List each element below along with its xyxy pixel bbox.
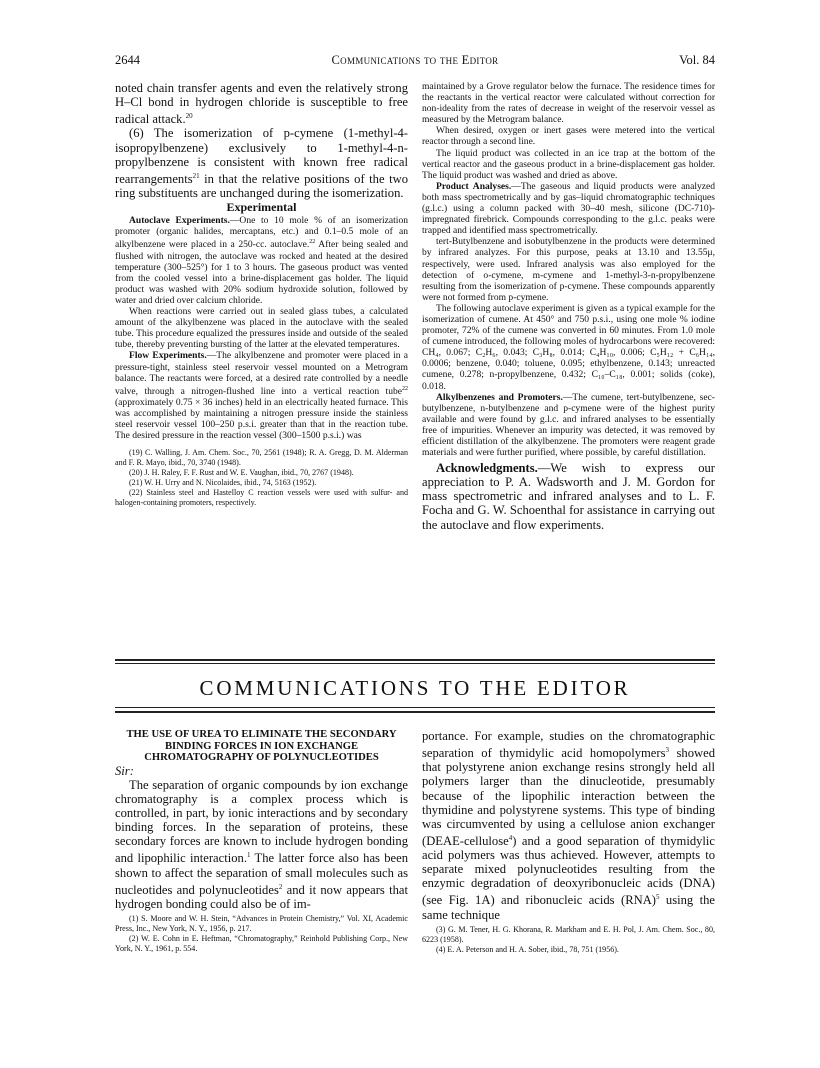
numbered-point-6: (6) The isomerization of p-cymene (1-methyl-4-isopropylbenzene) exclusively to 1-methyl-4-n-propylbenzene is consistent with known free radical rearrangements$^{21}$ in that the relative positions of the two ring substituents are unchanged during the isomerization.: [115, 126, 408, 201]
section-top-rule-thin: [115, 663, 715, 664]
infrared-analyses-paragraph: tert-Butylbenzene and isobutylbenzene in the products were determined by infrared analyzes. For this purpose, peaks at 13.10 and 13.55μ, respectively, were used. Infrared analysis was also employed for the detection of o-cymene, m-cymene and 1-methyl-3-n-propylbenzene resulting from the isomerization of p-cymene. These compounds apparently were not formed from p-cymene.: [422, 236, 715, 303]
residence-times-paragraph: maintained by a Grove regulator below the furnace. The residence times for the reactants in the vertical reactor were calculated without correction for non-ideality from the rates of decrease in weight of the reservoir vessel as measured by the Metrogram balance.: [422, 81, 715, 126]
footnote-21: (21) W. H. Urry and N. Nicolaides, ibid., 74, 5163 (1952).: [129, 478, 317, 488]
acknowledgments-paragraph: Acknowledgments.—We wish to express our appreciation to P. A. Wadsworth and J. M. Gordon for mass spectrometric and infrared analyses and to L. F. Focha and G. W. Schoenthal for assistance in carrying out the autoclave and flow experiments.: [422, 461, 715, 532]
footnote-19: (19) C. Walling, J. Am. Chem. Soc., 70, 2561 (1948); R. A. Gregg, D. M. Alderman and F. R. Mayo, ibid., 70, 3740 (1948).: [115, 448, 408, 468]
upper-left-column: [115, 81, 408, 508]
article-footnote-2: (2) W. E. Cohn in E. Heftman, “Chromatography,” Reinhold Publishing Corp., New York, N. Y., 1961, p. 554.: [115, 933, 408, 953]
cumene-example-paragraph: The following autoclave experiment is given as a typical example for the isomerization of cumene. At 450° and 750 p.s.i., using one mole % iodine promoter, 72% of the cumene was converted in 60 minutes. From 1.0 mole of cumene introduced, the following moles of hydrocarbons were recovered: CH₄, 0.067; C₂H₆, 0.043; C₃H₈, 0.014; C₄H₁₀, 0.006; C₅H₁₂ + C₆H₁₄, 0.0006; benzene, 0.040; toluene, 0.095; ethylbenzene, 0.143; unreacted cumene, 0.278; n-propylbenzene, 0.432; C₁₀–C₁₈, 0.001; solids (coke), 0.018.: [422, 302, 715, 392]
article-footnote-1: (1) S. Moore and W. H. Stein, “Advances in Protein Chemistry,” Vol. XI, Academic Press, Inc., New York, N. Y., 1956, p. 217.: [115, 914, 408, 933]
journal-section-title: Communications to the Editor: [331, 53, 499, 67]
article-continuation-paragraph: portance. For example, studies on the chromatographic separation of thymidylic acid homopolymers$^3$ showed that polystyrene anion exchange resins strongly held all polymers larger than the dinucleotide, presumably because of the lipophilic interaction between the thymidine and polystyrene systems. This type of binding was circumvented by using a cellulose anion exchanger (DEAE-cellulose$^4$) and a good separation of thymidylic acid polymers was thus achieved. However, attempts to separate mixed polynucleotides resulting from the enzymic degradation of deoxyribonucleic acids (DNA) (see Fig. 1A) and ribonucleic acids (RNA)$^5$ using the same technique: [422, 729, 716, 922]
article-right-column: [422, 729, 715, 955]
footnote-22: (22) Stainless steel and Hastelloy C reaction vessels were used with sulfur- and halogen-containing promoters, respectively.: [115, 487, 408, 507]
volume-label: Vol. 84: [679, 53, 715, 67]
article-left-column: [115, 729, 408, 954]
liquid-product-paragraph: The liquid product was collected in an ice trap at the bottom of the vertical reactor and the gaseous product in a brine-displacement gas holder. The liquid product was washed and dried as above.: [422, 147, 715, 181]
section-bottom-rule-thick: [115, 711, 715, 713]
article-intro-paragraph: The separation of organic compounds by ion exchange chromatography is a complex process which is controlled, in part, by ionic interactions and by secondary binding forces. In the separation of proteins, these secondary forces are known to include hydrogen bonding and lipophilic interaction.$^1$ The latter force also has been shown to affect the separation of small molecules such as nucleotides and polynucleotides$^2$ and it now appears that hydrogen bonding could also be of im-: [115, 777, 408, 911]
footnote-20: (20) J. H. Raley, F. F. Rust and W. E. Vaughan, ibid., 70, 2767 (1948).: [129, 468, 354, 478]
salutation: Sir:: [115, 763, 134, 778]
article-title: THE USE OF UREA TO ELIMINATE THE SECONDARY BINDING FORCES IN ION EXCHANGE CHROMATOGRAPHY OF POLYNUCLEOTIDES: [126, 729, 397, 764]
article-footnote-3: (3) G. M. Tener, H. G. Khorana, R. Markham and E. H. Pol, J. Am. Chem. Soc., 80, 6223 (1958).: [422, 924, 715, 944]
section-bottom-rule: [115, 707, 715, 708]
flow-paragraph: Flow Experiments.—The alkylbenzene and promoter were placed in a pressure-tight, stainless steel reservoir vessel mounted on a Metrogram balance. The reactants were forced, at a desired rate controlled by a needle valve, through a nitrogen-flushed line into a vertical reaction tube$^{22}$ (approximately 0.75 × 36 inches) held in an electrically heated furnace. This was accomplished by maintaining a nitrogen pressure inside the stainless steel reservoir vessel 100–250 p.s.i. greater than that in the reaction tube. The desired pressure in the reaction vessel (300–1500 p.s.i.) was: [115, 350, 408, 442]
numbered-point-5-ending: noted chain transfer agents and even the relatively strong H–Cl bond in hydrogen chloride is susceptible to free radical attack.$^{20}$: [115, 81, 408, 127]
product-analyses-paragraph: Product Analyses.—The gaseous and liquid products were analyzed both mass spectrometrically and by gas–liquid chromatographic techniques (g.l.c.) using a column packed with 30–40 mesh, silicone (DC-710)-impregnated firebrick. Compounds corresponding to the g.l.c. peaks were trapped and identified mass spectrometrically.: [422, 180, 715, 237]
section-heading: COMMUNICATIONS TO THE EDITOR: [199, 676, 631, 700]
upper-right-column: [422, 81, 715, 532]
alkylbenzenes-paragraph: Alkylbenzenes and Promoters.—The cumene, tert-butylbenzene, sec-butylbenzene, n-butylbenzene and p-cymene were of the highest purity available and were found by g.l.c. and infrared analyses to be essentially free of impurities. Whenever an impurity was detected, it was removed by efficient distillation of the alkylbenzene. The promoters were reagent grade materials and were further purified, where possible, by careful distillation.: [422, 391, 715, 459]
page-number: 2644: [115, 53, 140, 67]
experimental-heading: Experimental: [226, 200, 297, 215]
section-top-rule: [115, 659, 715, 661]
autoclave-paragraph: Autoclave Experiments.—One to 10 mole % of an isomerization promoter (organic halides, mercaptans, etc.) and 0.1–0.5 mole of an alkylbenzene were placed in a 250-cc. autoclave.$^{22}$ After being sealed and flushed with nitrogen, the autoclave was rocked and heated at the desired temperature (300–525°) for 1 to 3 hours. The gaseous product was vented from the cooled vessel into a brine-displacement gas holder. The liquid product was washed with 20% sodium hydroxide solution, followed by water and dried over calcium chloride.: [115, 215, 409, 306]
article-footnote-4: (4) E. A. Peterson and H. A. Sober, ibid., 78, 751 (1956).: [436, 944, 619, 954]
sealed-tubes-paragraph: When reactions were carried out in sealed glass tubes, a calculated amount of the alkylbenzene was placed in the autoclave with the sealed tube. This procedure equalized the pressures inside and outside of the sealed tube, thereby preventing bursting of the latter at the elevated temperatures.: [115, 306, 408, 351]
running-header: [115, 53, 715, 69]
inert-gases-paragraph: When desired, oxygen or inert gases were metered into the vertical reactor through a second line.: [422, 125, 715, 148]
